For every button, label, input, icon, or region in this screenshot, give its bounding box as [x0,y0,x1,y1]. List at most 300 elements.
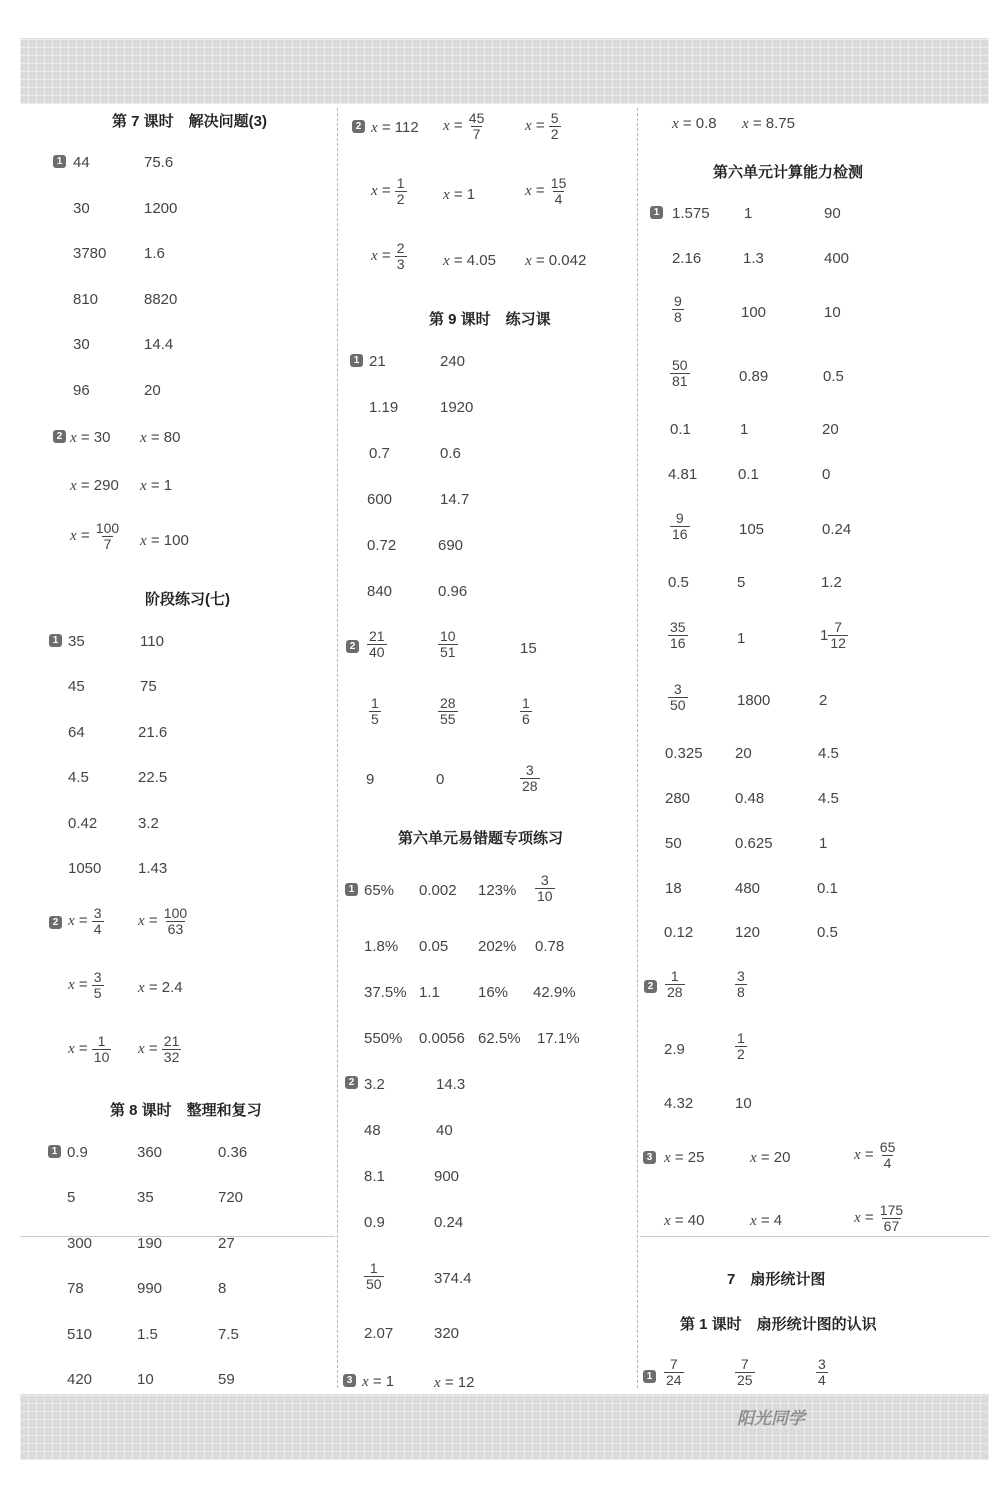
variable-x: x [742,116,749,132]
variable-x: x [525,253,532,269]
section-heading: 第 7 课时 解决问题(3) [112,113,268,130]
fraction-denominator: 67 [883,1217,900,1234]
fraction [364,1261,384,1291]
answer-item: 840 [367,583,393,600]
answer-item: 1 [740,421,749,438]
answer-item: 75.6 [144,154,174,171]
answer-item: 10 [824,304,841,321]
answer-item: 420 [67,1371,93,1388]
answer-item: x = 0.042 [525,252,587,269]
answer-item: 0.5 [668,574,689,591]
answer-item: 4.5 [68,769,89,786]
fraction [395,241,407,271]
answer-column-3 [640,104,990,1394]
fraction [395,176,407,206]
column-divider [637,108,638,1388]
answer-item [535,873,555,903]
answer-item: x = 8.75 [742,115,795,132]
answer-item [520,696,532,726]
footer-band [20,1394,989,1460]
answer-item: 0.1 [738,466,759,483]
brand-logo: 阳光同学 [737,1409,805,1428]
answer-item: 190 [137,1235,163,1252]
answer-item: 0.24 [822,521,852,538]
answer-item [364,1261,384,1291]
answer-item: 14.4 [144,336,174,353]
answer-item: 8.1 [364,1168,385,1185]
question-number-badge: 1 [650,206,663,219]
fraction-numerator: 21 [163,1033,180,1049]
fraction-denominator: 50 [670,696,686,713]
answer-item: 1 [744,205,753,222]
answer-item: 0 [436,771,445,788]
question-number-badge: 2 [345,1076,358,1089]
fraction-denominator: 51 [440,643,456,660]
answer-item: 123% [478,882,517,899]
answer-item: 110 [140,633,164,650]
fraction-denominator: 10 [93,1048,110,1065]
fraction-denominator: 25 [737,1371,753,1388]
answer-value: 0.8 [695,115,717,132]
answer-item: 690 [438,537,464,554]
answer-item: 0.9 [364,1214,385,1231]
fraction-denominator: 28 [522,777,538,794]
question-number-badge: 1 [49,634,62,647]
variable-x: x [443,118,450,135]
answer-item: 374.4 [434,1270,472,1287]
variable-x: x [68,977,75,994]
answer-item: 2.9 [664,1041,685,1058]
answer-item: 4.5 [818,745,839,762]
fraction-numerator: 10 [440,628,456,644]
fraction-denominator: 12 [830,634,846,651]
answer-item: 1920 [440,399,474,416]
fraction-numerator: 7 [834,619,843,635]
fraction [735,1357,755,1387]
answer-item: 78 [67,1280,84,1297]
fraction [92,906,104,936]
answer-item: 0.24 [434,1214,464,1231]
fraction [670,358,690,388]
fraction-denominator: 2 [550,125,559,142]
answer-item: 9 [366,771,375,788]
answer-item: 48 [364,1122,381,1139]
answer-value: 290 [93,477,119,494]
answer-item: 4.32 [664,1095,694,1112]
answer-item: 18 [665,880,682,897]
answer-item: 550% [364,1030,403,1047]
variable-x: x [525,118,532,135]
answer-item: 44 [73,154,90,171]
question-number-badge: 2 [352,120,365,133]
whole-part: 1 [820,626,829,644]
answer-item: 0.36 [218,1144,248,1161]
answer-value: 12 [457,1374,475,1391]
fraction-denominator: 5 [371,710,379,727]
fraction [672,294,684,324]
answer-item: 59 [218,1371,235,1388]
fraction [549,176,569,206]
fraction-denominator: 10 [537,887,553,904]
answer-item [670,511,690,541]
answer-value: 80 [163,429,181,446]
question-number-badge: 1 [48,1145,61,1158]
answer-item: 0.7 [369,445,390,462]
fraction-numerator: 9 [674,293,682,309]
fraction-denominator: 24 [666,1371,682,1388]
answer-item: x = $\frac{2}{3}$ [371,240,405,272]
answer-item [438,629,458,659]
answer-item: 120 [735,924,761,941]
question-number-badge: 3 [343,1374,356,1387]
answer-item: 300 [67,1235,93,1252]
answer-item: 810 [73,291,99,308]
answer-item [820,620,848,650]
answer-item: 14.3 [436,1076,466,1093]
answer-item: 0.12 [664,924,694,941]
variable-x: x [664,1150,671,1166]
answer-item [735,1357,755,1387]
answer-item: 30 [73,336,90,353]
answer-item: 15 [520,640,537,657]
fraction-denominator: 2 [737,1045,745,1062]
answer-item [668,682,688,712]
answer-item: 0.05 [419,938,449,955]
answer-item [367,629,387,659]
fraction [668,682,688,712]
fraction [92,1034,112,1064]
answer-item [520,763,540,793]
fraction-numerator: 175 [879,1202,904,1218]
answer-item: x = 1 [362,1373,395,1390]
answer-item [735,969,747,999]
variable-x: x [140,533,147,549]
fraction [535,873,555,903]
answer-item: 20 [144,382,161,399]
answer-item: 30 [73,200,90,217]
answer-item: 22.5 [138,769,168,786]
fraction-denominator: 16 [670,634,686,651]
answer-item: 1.575 [672,205,710,222]
fraction-numerator: 65 [879,1139,896,1155]
answer-value: 30 [93,429,111,446]
answer-item: 400 [824,250,850,267]
fraction-numerator: 100 [163,905,188,921]
answer-item: 62.5% [478,1030,521,1047]
fraction [549,111,561,141]
fraction-numerator: 1 [369,1260,378,1276]
variable-x: x [70,528,77,545]
variable-x: x [371,120,378,136]
fraction-numerator: 3 [93,905,102,921]
answer-item: 0.72 [367,537,397,554]
fraction-numerator: 1 [396,175,405,191]
section-heading: 7 扇形统计图 [727,1271,826,1288]
answer-item: 50 [665,835,682,852]
fraction-numerator: 3 [673,681,682,697]
fraction [520,763,540,793]
fraction-numerator: 50 [672,357,688,373]
fraction [735,969,747,999]
answer-item: 2.07 [364,1325,394,1342]
answer-item: x = 12 [434,1374,475,1391]
section-heading: 第 8 课时 整理和复习 [110,1102,262,1119]
fraction [162,906,189,936]
fraction-denominator: 81 [672,372,688,389]
variable-x: x [140,478,147,494]
question-number-badge: 1 [643,1370,656,1383]
answer-item: 1.6 [144,245,165,262]
answer-item: 45 [68,678,85,695]
answer-item: 35 [68,633,85,650]
answer-item: 35 [137,1189,154,1206]
answer-item: 990 [137,1280,163,1297]
variable-x: x [70,478,77,494]
answer-value: 20 [773,1149,791,1166]
answer-item: 240 [440,353,466,370]
answer-item: 0.9 [67,1144,88,1161]
answer-item: 7.5 [218,1326,239,1343]
answer-item: 1200 [144,200,178,217]
answer-item: 3780 [73,245,107,262]
variable-x: x [138,980,145,996]
variable-x: x [138,1041,145,1058]
answer-item: x = 80 [140,429,181,446]
section-heading: 第六单元易错题专项练习 [398,830,564,847]
answer-item: 3.2 [138,815,159,832]
fraction-numerator: 3 [737,968,745,984]
fraction [520,696,532,726]
answer-item: x = 4.05 [443,252,496,269]
fraction-denominator: 3 [396,255,405,272]
answer-item: 14.7 [440,491,470,508]
fraction [665,969,685,999]
fraction [735,1031,747,1061]
fraction [670,511,690,541]
answer-item: x = 2.4 [138,979,183,996]
fraction-numerator: 5 [550,110,559,126]
mixed-number [820,620,848,650]
answer-item: x = 112 [371,119,419,136]
variable-x: x [525,183,532,200]
fraction-numerator: 21 [369,628,385,644]
answer-item [672,294,684,324]
fraction-numerator: 1 [522,695,530,711]
answer-item: 1.5 [137,1326,158,1343]
answer-item: 20 [822,421,839,438]
answer-item: 1800 [737,692,771,709]
answer-column-2 [340,104,635,1394]
fraction-denominator: 4 [93,920,102,937]
answer-item: x = 4 [750,1212,783,1229]
answer-item: 0.5 [823,368,844,385]
answer-item: x = 0.8 [672,115,717,132]
answer-item: x = $\frac{100}{63}$ [138,905,188,937]
fraction [467,111,487,141]
answer-item: 600 [367,491,393,508]
fraction [94,521,121,551]
answer-column-1 [40,104,330,1394]
fraction [878,1203,905,1233]
fraction-denominator: 40 [369,643,385,660]
variable-x: x [854,1147,861,1164]
answer-item: 2 [819,692,828,709]
answer-item: 75 [140,678,157,695]
fraction [828,620,848,650]
answer-item: 0.5 [817,924,838,941]
answer-item: x = 290 [70,477,119,494]
answer-value: 2.4 [161,979,183,996]
fraction-numerator: 2 [396,240,405,256]
section-heading: 第 9 课时 练习课 [429,311,551,328]
variable-x: x [664,1213,671,1229]
answer-item: 0.78 [535,938,565,955]
fraction [816,1357,828,1387]
fraction-numerator: 100 [95,520,120,536]
fraction-denominator: 7 [472,125,481,142]
variable-x: x [434,1375,441,1391]
fraction [668,620,688,650]
answer-item [670,358,690,388]
answer-item: 1.3 [743,250,764,267]
question-number-badge: 2 [346,640,359,653]
fraction [162,1034,182,1064]
answer-item: x = $\frac{65}{4}$ [854,1139,896,1171]
fraction-numerator: 7 [669,1356,678,1372]
answer-item: 0 [822,466,831,483]
answer-item: x = $\frac{45}{7}$ [443,110,485,142]
answer-item: 40 [436,1122,453,1139]
answer-value: 40 [687,1212,705,1229]
answer-item: 720 [218,1189,244,1206]
answer-item: 0.89 [739,368,769,385]
fraction-numerator: 35 [670,619,686,635]
question-number-badge: 1 [350,354,363,367]
answer-item: 2.16 [672,250,702,267]
fraction-numerator: 28 [440,695,456,711]
answer-item: 1.8% [364,938,399,955]
answer-item: x = 40 [664,1212,705,1229]
answer-item: 90 [824,205,841,222]
answer-item: 21.6 [138,724,168,741]
answer-item: x = $\frac{1}{2}$ [371,175,405,207]
answer-item: 5 [737,574,746,591]
answer-item: 10 [735,1095,752,1112]
fraction-denominator: 7 [103,535,112,552]
answer-item: x = 1 [443,186,476,203]
variable-x: x [750,1213,757,1229]
fraction-denominator: 6 [522,710,530,727]
answer-item: 1 [819,835,828,852]
answer-value: 4.05 [466,252,496,269]
answer-item [735,1031,747,1061]
fraction-numerator: 7 [740,1356,749,1372]
answer-item: 27 [218,1235,235,1252]
section-heading: 阶段练习(七) [145,591,230,608]
answer-item: 96 [73,382,90,399]
answer-item: 105 [739,521,765,538]
answer-item: 0.42 [68,815,98,832]
answer-item: 510 [67,1326,93,1343]
answer-item: 8 [218,1280,227,1297]
answer-value: 8.75 [765,115,795,132]
answer-item: 64 [68,724,85,741]
answer-item [369,696,381,726]
answer-item [668,620,688,650]
answer-item: 900 [434,1168,460,1185]
answer-item: 480 [735,880,761,897]
fraction-denominator: 8 [674,308,682,325]
answer-item: x = $\frac{1}{10}$ [68,1033,110,1065]
answer-item: 0.48 [735,790,765,807]
answer-item: x = 30 [70,429,111,446]
fraction-denominator: 55 [440,710,456,727]
question-number-badge: 3 [643,1151,656,1164]
variable-x: x [750,1150,757,1166]
fraction-numerator: 1 [97,1033,106,1049]
answer-item: 1.2 [821,574,842,591]
fraction [369,696,381,726]
fraction-denominator: 16 [672,525,688,542]
fraction [438,696,458,726]
answer-item: x = $\frac{175}{67}$ [854,1202,904,1234]
answer-value: 0.042 [548,252,587,269]
variable-x: x [68,913,75,930]
answer-item: 17.1% [537,1030,580,1047]
fraction-numerator: 3 [93,969,102,985]
answer-item [665,969,685,999]
answer-item: x = $\frac{5}{2}$ [525,110,559,142]
answer-value: 1 [466,186,476,203]
fraction-numerator: 1 [737,1030,745,1046]
answer-item: x = $\frac{15}{4}$ [525,175,567,207]
variable-x: x [371,183,378,200]
variable-x: x [854,1210,861,1227]
fraction-numerator: 9 [675,510,684,526]
answer-item: x = 25 [664,1149,705,1166]
answer-item: 4.5 [818,790,839,807]
answer-item: 0.96 [438,583,468,600]
answer-item [664,1357,684,1387]
answer-item: 280 [665,790,691,807]
variable-x: x [672,116,679,132]
fraction [664,1357,684,1387]
fraction-denominator: 4 [554,190,563,207]
answer-item: 20 [735,745,752,762]
variable-x: x [362,1374,369,1390]
answer-item: 16% [478,984,509,1001]
answer-item: 10 [137,1371,154,1388]
answer-item: 0.325 [665,745,703,762]
answer-item: 202% [478,938,517,955]
fraction-denominator: 5 [93,984,102,1001]
variable-x: x [443,253,450,269]
answer-item: x = $\frac{3}{4}$ [68,905,102,937]
question-number-badge: 1 [345,883,358,896]
answer-item: 0.1 [817,880,838,897]
answer-item: x = $\frac{100}{7}$ [70,520,120,552]
answer-item: x = 20 [750,1149,791,1166]
answer-item: x = 1 [140,477,173,494]
fraction-numerator: 3 [525,762,534,778]
answer-item: 37.5% [364,984,407,1001]
question-number-badge: 1 [53,155,66,168]
variable-x: x [443,187,450,203]
header-band [20,38,989,104]
answer-item: 5 [67,1189,76,1206]
fraction-numerator: 15 [550,175,567,191]
question-number-badge: 2 [53,430,66,443]
